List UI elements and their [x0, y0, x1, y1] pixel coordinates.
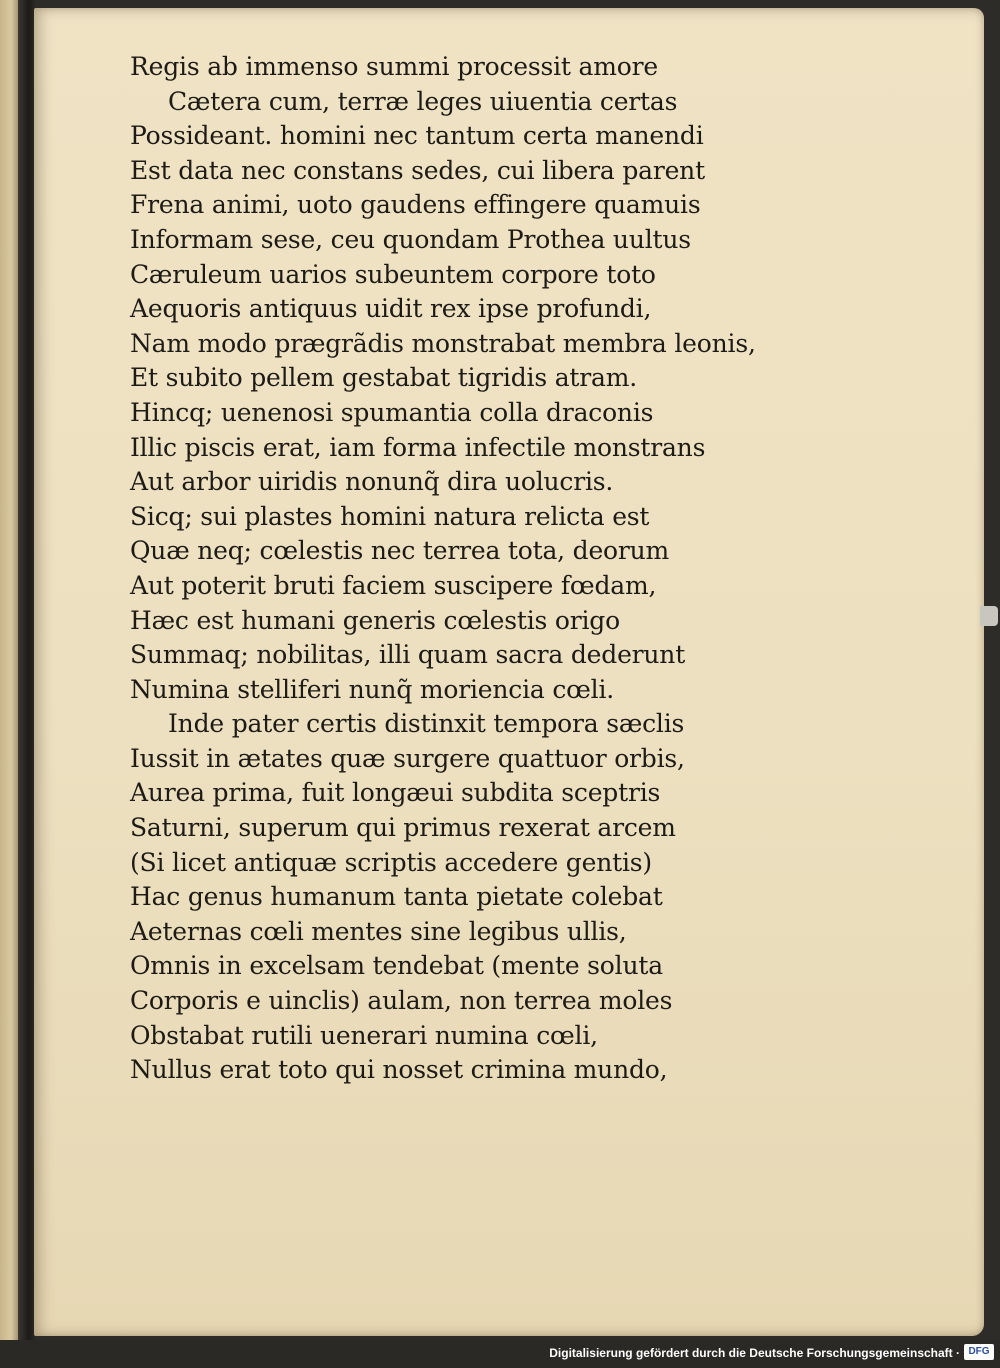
verse-line: Obstabat rutili uenerari numina cœli, — [130, 1020, 598, 1050]
verse-line: Inde pater certis distinxit tempora sæclis — [168, 709, 685, 739]
verse-line: Regis ab immenso summi processit amore — [130, 52, 658, 81]
verse-line: Est data nec constans sedes, cui libera parent — [130, 155, 705, 185]
verse-line: Hincq; uenenosi spumantia colla draconis — [130, 397, 654, 427]
page-marker-tab — [980, 606, 998, 626]
verse-line: (Si licet antiquæ scriptis accedere gentis) — [130, 847, 652, 877]
verse-line: Corporis e uinclis) aulam, non terrea moles — [130, 986, 673, 1016]
verse-line: Aut poterit bruti faciem suscipere fœdam, — [130, 570, 657, 600]
verse-line: Aurea prima, fuit longæui subdita sceptris — [130, 778, 661, 808]
verse-line: Quæ neq; cœlestis nec terrea tota, deorum — [130, 536, 670, 566]
verse-line: Possideant. homini nec tantum certa manendi — [130, 121, 704, 151]
verse-line: Aequoris antiquus uidit rex ipse profundi, — [130, 294, 652, 324]
verse-line: Et subito pellem gestabat tigridis atram. — [130, 363, 637, 393]
verse-line: Nam modo prægrãdis monstrabat membra leonis, — [130, 328, 756, 358]
verse-line: Iussit in ætates quæ surgere quattuor orbis, — [130, 743, 685, 773]
funding-credit: Digitalisierung gefördert durch die Deutsche Forschungsgemeinschaft · — [549, 1346, 960, 1360]
verse-line: Aut arbor uiridis nonunq̃ dira uolucris. — [130, 467, 614, 497]
verse-line: Illic piscis erat, iam forma infectile monstrans — [130, 432, 706, 462]
poem-text-block — [130, 50, 756, 1088]
verse-line: Informam sese, ceu quondam Prothea uultus — [130, 224, 691, 254]
verse-line: Numina stelliferi nunq̃ moriencia cœli. — [130, 674, 614, 704]
verse-line: Cæruleum uarios subeuntem corpore toto — [130, 259, 656, 289]
dfg-logo: DFG — [964, 1344, 994, 1360]
verse-line: Frena animi, uoto gaudens effingere quamuis — [130, 190, 701, 220]
verse-line: Hæc est humani generis cœlestis origo — [130, 605, 620, 635]
verse-line: Hac genus humanum tanta pietate colebat — [130, 882, 663, 912]
verse-line: Aeternas cœli mentes sine legibus ullis, — [130, 916, 627, 946]
verse-line: Cætera cum, terræ leges uiuentia certas — [168, 86, 678, 116]
verse-line: Nullus erat toto qui nosset crimina mundo, — [130, 1055, 668, 1085]
verse-line: Saturni, superum qui primus rexerat arcem — [130, 813, 676, 843]
digitization-footer — [0, 1340, 1000, 1368]
verse-line: Summaq; nobilitas, illi quam sacra dederunt — [130, 640, 686, 670]
verse-line: Omnis in excelsam tendebat (mente soluta — [130, 951, 663, 981]
verse-line: Sicq; sui plastes homini natura relicta est — [130, 501, 650, 531]
